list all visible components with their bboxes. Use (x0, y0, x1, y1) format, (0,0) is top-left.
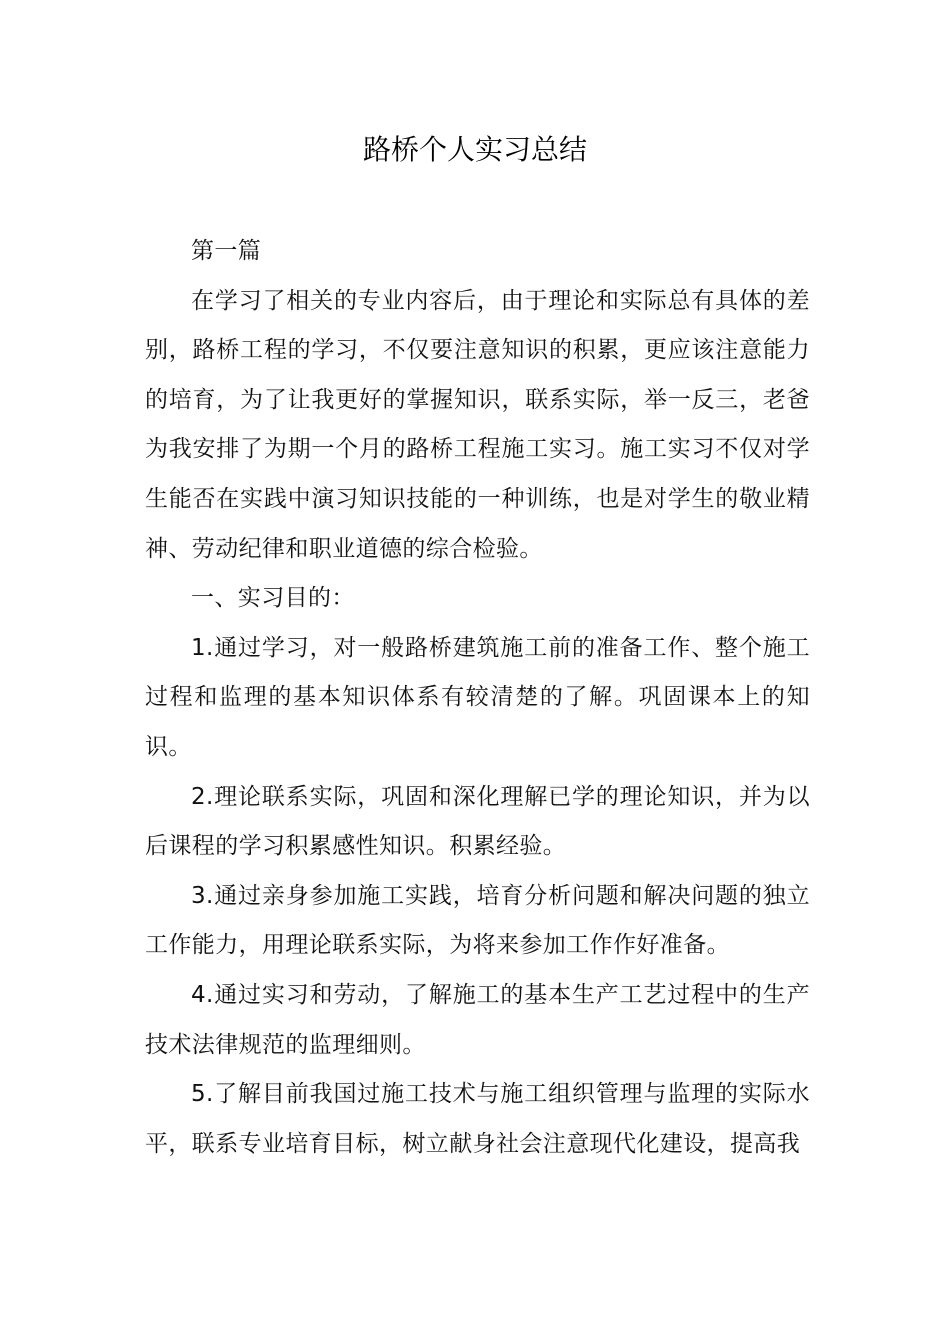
purpose-item-5: 5.了解目前我国过施工技术与施工组织管理与监理的实际水平，联系专业培育目标，树立献身社会注意现代化建设，提高我 (145, 1081, 810, 1157)
document-body (145, 227, 810, 1169)
purpose-item-2: 2.理论联系实际，巩固和深化理解已学的理论知识，并为以后课程的学习积累感性知识。积累经验。 (145, 783, 810, 860)
purpose-item-1: 1.通过学习，对一般路桥建筑施工前的准备工作、整个施工过程和监理的基本知识体系有较清楚的了解。巩固课本上的知识。 (145, 634, 810, 760)
section-heading-purpose: 一、实习目的： (191, 585, 355, 612)
purpose-item-4: 4.通过实习和劳动，了解施工的基本生产工艺过程中的生产技术法律规范的监理细则。 (145, 981, 810, 1058)
section-heading-part-one: 第一篇 (191, 238, 262, 264)
document-title: 路桥个人实习总结 (362, 133, 587, 166)
purpose-item-3: 3.通过亲身参加施工实践，培育分析问题和解决问题的独立工作能力，用理论联系实际，为将来参加工作作好准备。 (145, 882, 810, 959)
intro-paragraph: 在学习了相关的专业内容后，由于理论和实际总有具体的差别，路桥工程的学习，不仅要注意知识的积累，更应该注意能力的培育，为了让我更好的掌握知识，联系实际，举一反三，老爸为我安排了为期一个月的路桥工程施工实习。施工实习不仅对学生能否在实践中演习知识技能的一种训练，也是对学生的敬业精神、劳动纪律和职业道德的综合检验。 (145, 287, 810, 562)
